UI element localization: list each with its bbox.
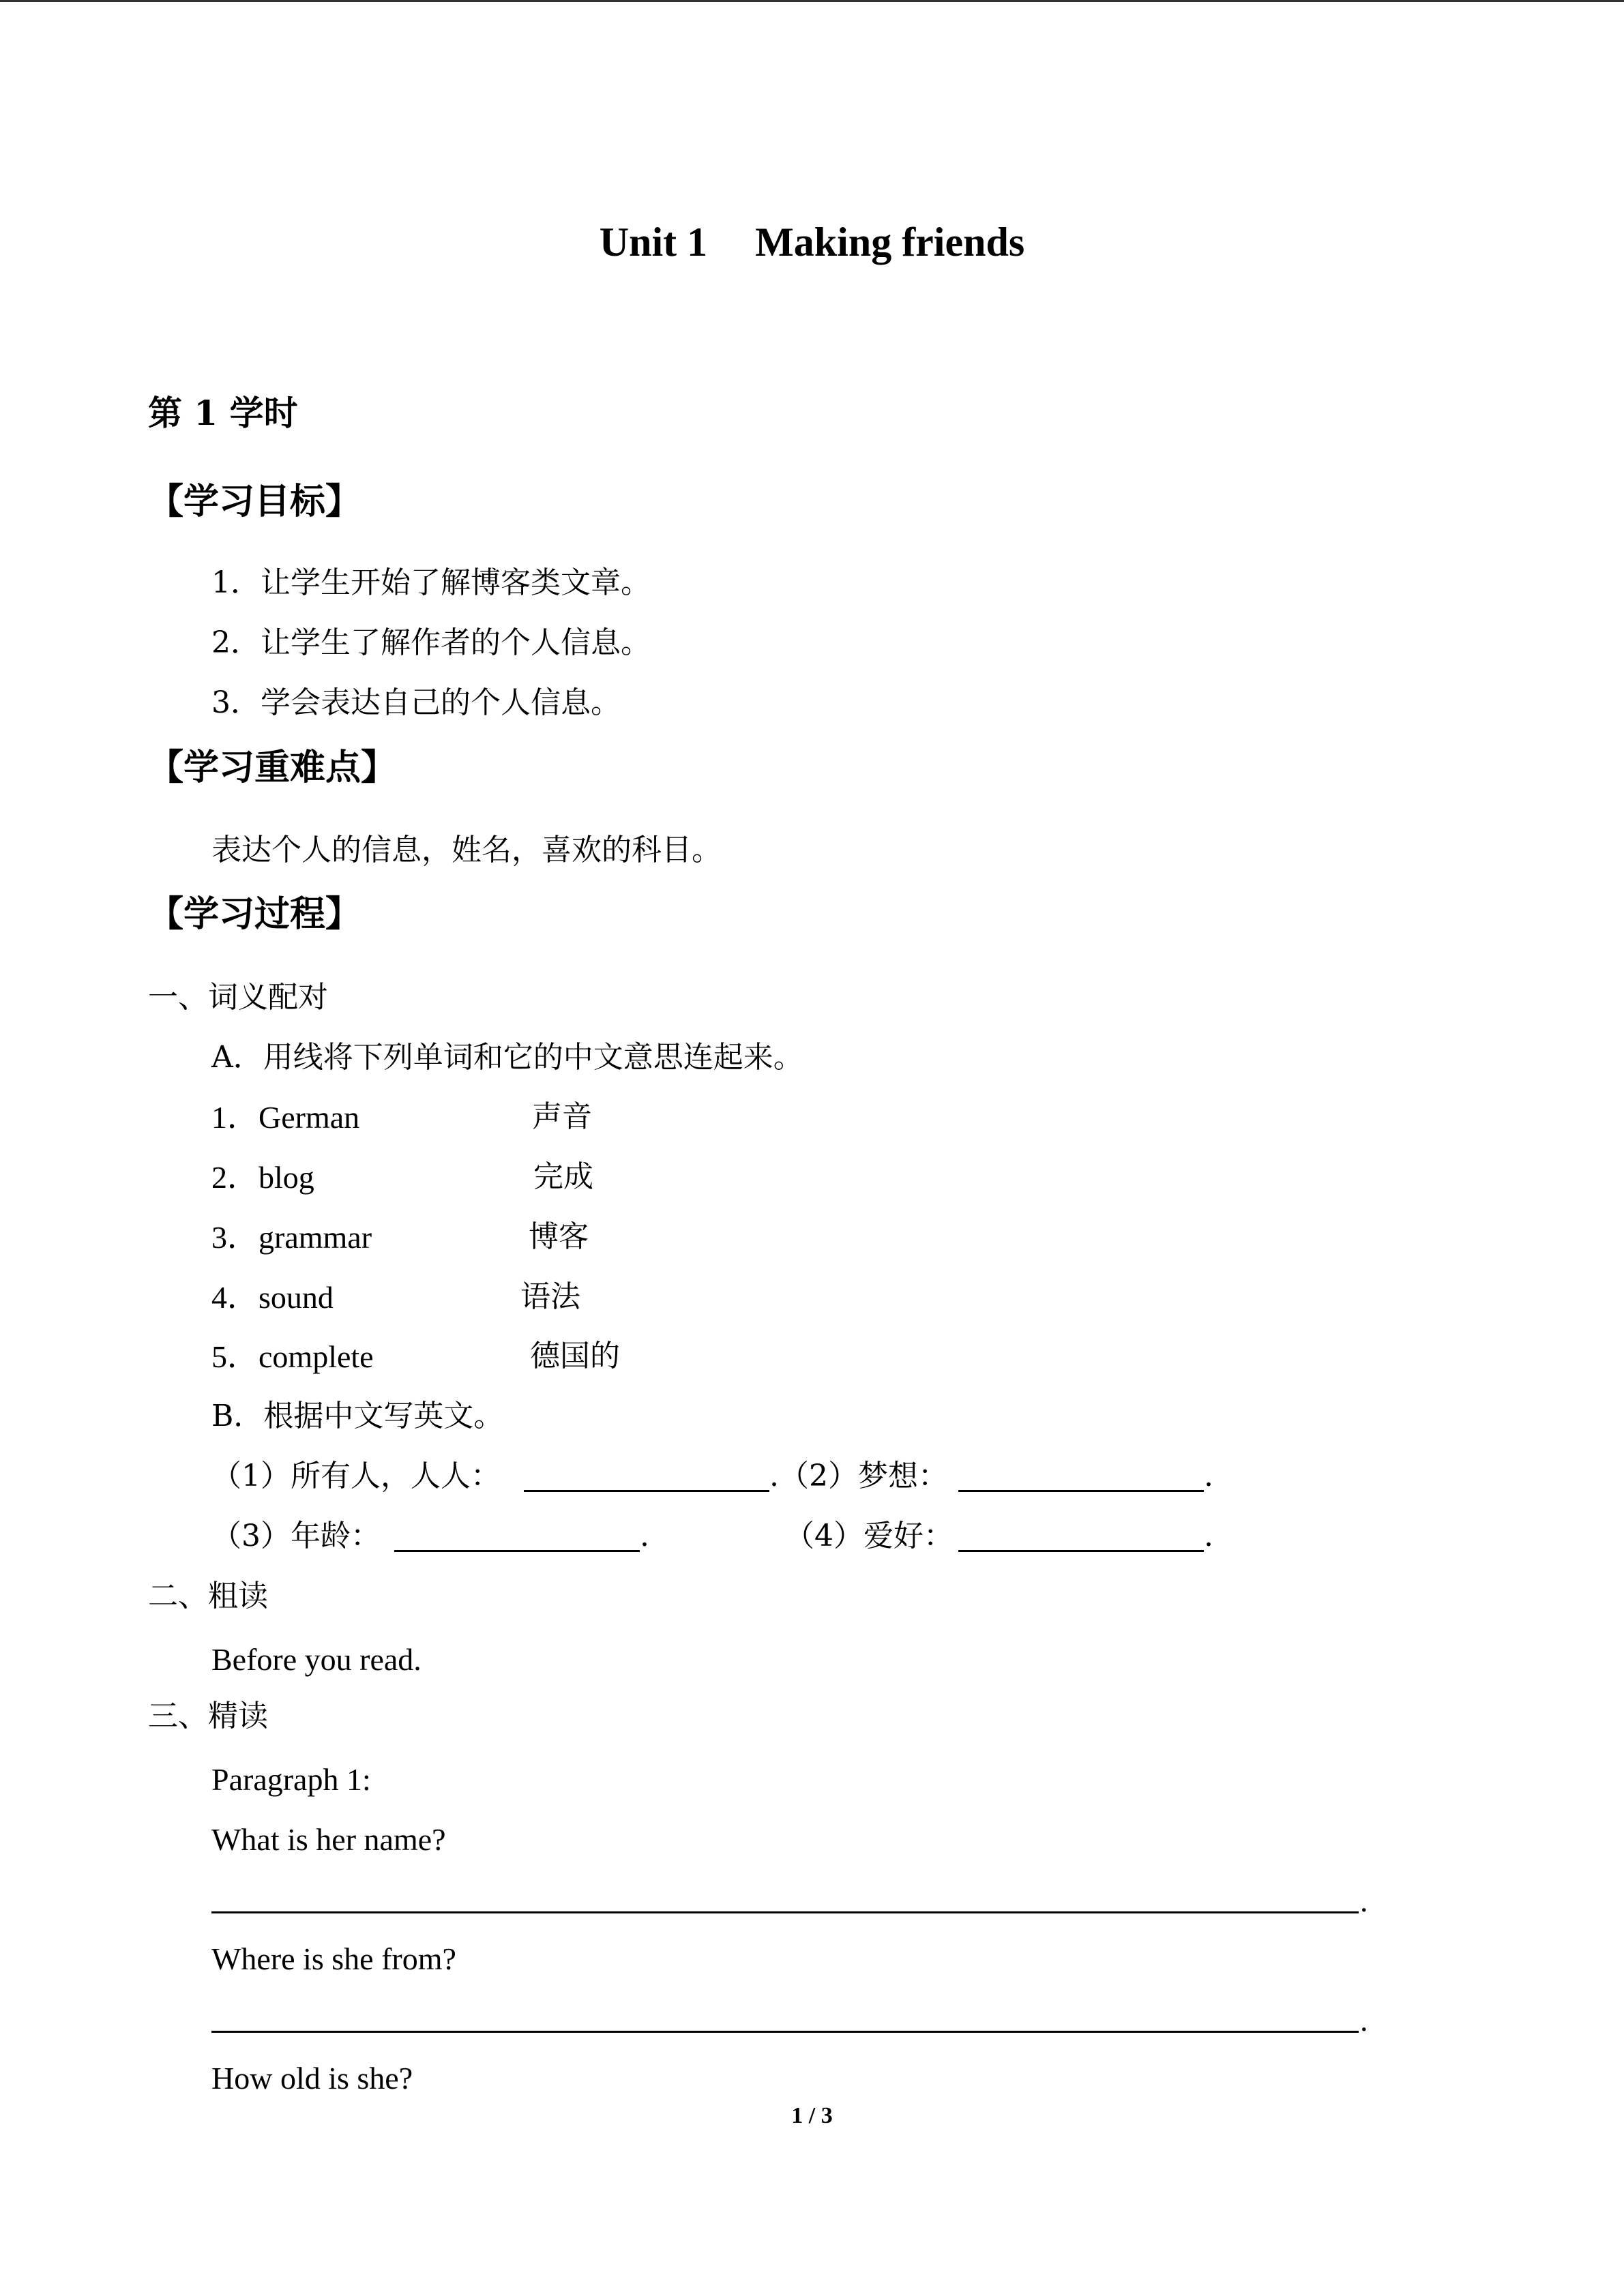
match-meaning: 声音 <box>532 1099 592 1134</box>
part1-heading: 一、词义配对 <box>148 980 328 1015</box>
match-word: 2．blog <box>211 1160 314 1195</box>
match-word: 5．complete <box>211 1339 374 1374</box>
objective-item: 3．学会表达自己的个人信息。 <box>211 685 621 720</box>
answer-line[interactable] <box>211 1911 1359 1913</box>
part1-a-instruction: A．用线将下列单词和它的中文意思连起来。 <box>211 1040 803 1075</box>
unit-name: Making friends <box>755 220 1025 265</box>
fill-end: . <box>1204 1459 1213 1493</box>
match-meaning: 语法 <box>520 1279 580 1314</box>
fill-blank[interactable] <box>524 1490 769 1492</box>
objective-item: 2．让学生了解作者的个人信息。 <box>211 625 651 660</box>
fill-label: （1）所有人，人人： <box>211 1459 501 1493</box>
page-number: 1 / 3 <box>791 2103 833 2128</box>
fill-label: （3）年龄： <box>211 1519 381 1553</box>
objective-item: 1．让学生开始了解博客类文章。 <box>211 565 651 600</box>
answer-end: . <box>1360 2003 1368 2038</box>
fill-blank[interactable] <box>958 1550 1204 1552</box>
unit-label: Unit 1 <box>599 220 708 265</box>
question: How old is she? <box>211 2061 413 2096</box>
part2-text: Before you read. <box>211 1642 422 1677</box>
match-word: 4．sound <box>211 1280 334 1315</box>
key-points-heading: 【学习重难点】 <box>148 747 397 788</box>
process-heading: 【学习过程】 <box>148 893 361 935</box>
match-meaning: 博客 <box>529 1219 589 1254</box>
match-meaning: 德国的 <box>530 1339 620 1373</box>
fill-blank[interactable] <box>394 1550 640 1552</box>
question: Where is she from? <box>211 1941 456 1976</box>
match-word: 1．German <box>211 1100 360 1135</box>
match-word: 3．grammar <box>211 1220 372 1255</box>
answer-end: . <box>1360 1883 1368 1918</box>
paragraph-label: Paragraph 1: <box>211 1762 371 1797</box>
fill-label: .（2）梦想： <box>769 1459 948 1493</box>
fill-end: . <box>1204 1519 1213 1553</box>
fill-end: . <box>640 1519 649 1553</box>
part1-b-instruction: B．根据中文写英文。 <box>211 1399 504 1433</box>
question: What is her name? <box>211 1822 446 1857</box>
fill-label: （4）爱好： <box>784 1519 954 1553</box>
match-meaning: 完成 <box>533 1159 593 1194</box>
part2-heading: 二、粗读 <box>148 1579 268 1613</box>
answer-line[interactable] <box>211 2031 1359 2033</box>
session-heading: 第 1 学时 <box>148 393 298 433</box>
fill-blank[interactable] <box>958 1490 1204 1492</box>
key-points-text: 表达个人的信息，姓名，喜欢的科目。 <box>211 833 722 867</box>
page-title <box>0 222 1624 263</box>
part3-heading: 三、精读 <box>148 1699 268 1733</box>
objectives-heading: 【学习目标】 <box>148 481 361 522</box>
